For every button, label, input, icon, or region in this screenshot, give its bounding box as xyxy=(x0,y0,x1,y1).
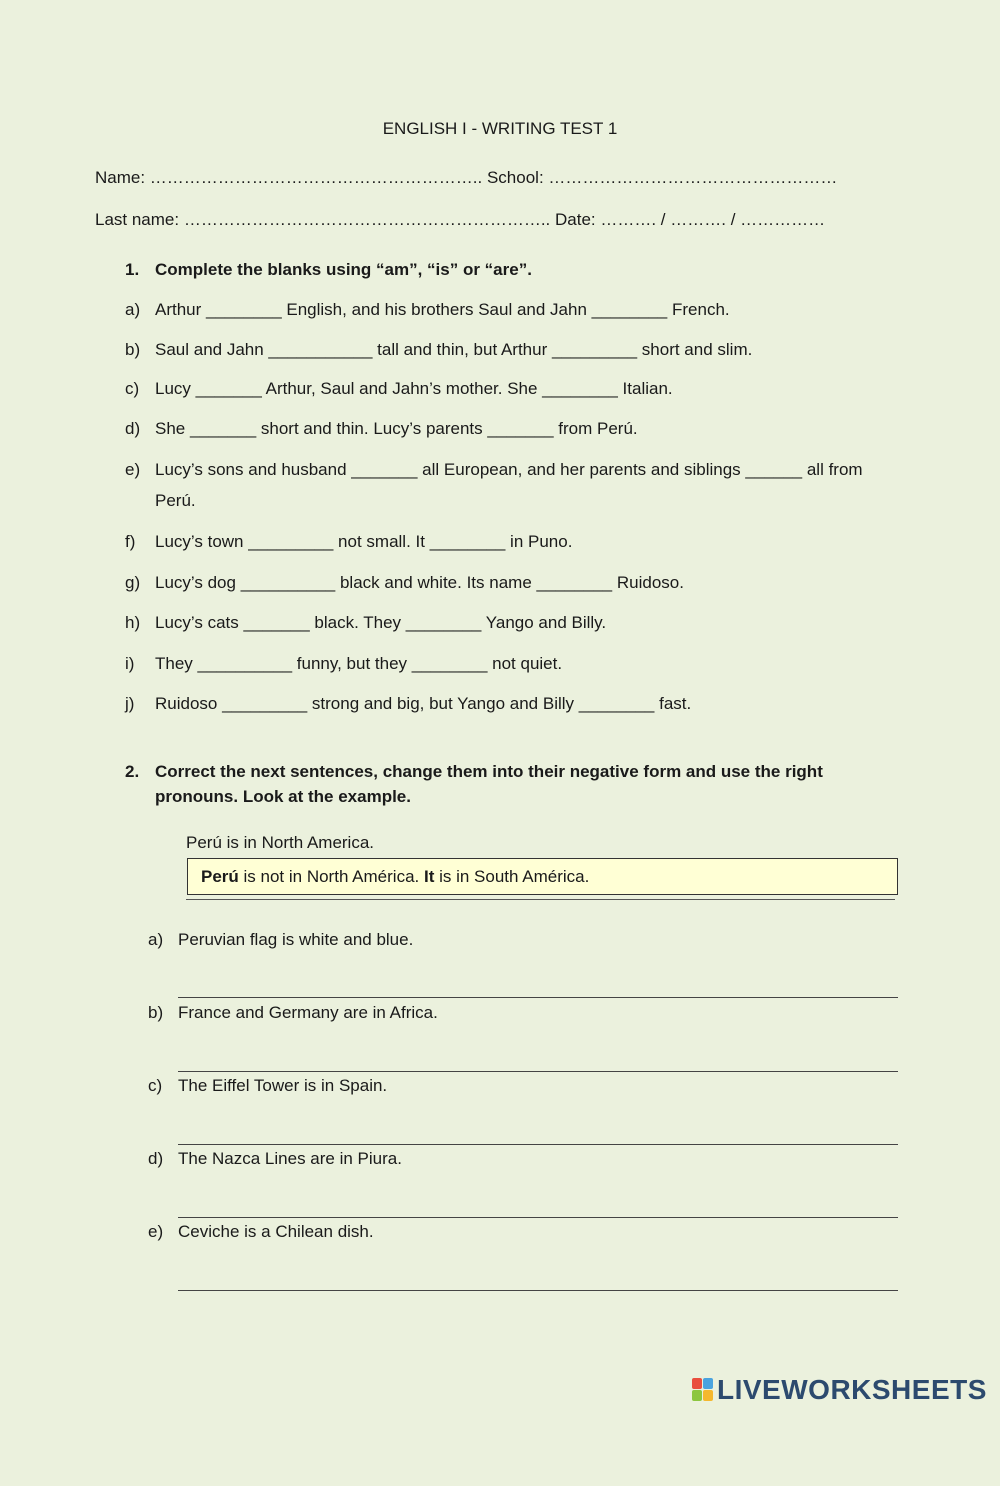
example-answer-box xyxy=(187,858,898,895)
q1-item-e xyxy=(125,454,863,514)
item-text: The Eiffel Tower is in Spain. xyxy=(178,1076,388,1095)
name-school-line: Name: ………………………………………………….. School: …………………………………………… xyxy=(95,168,838,187)
item-label: b) xyxy=(125,340,141,359)
item-label: e) xyxy=(125,460,141,479)
q1-item-j xyxy=(125,694,692,754)
item-text[interactable]: They __________ funny, but they ________ not quiet. xyxy=(155,654,563,673)
answer-line-d[interactable] xyxy=(178,1217,898,1218)
item-label: e) xyxy=(148,1222,164,1241)
item-text[interactable]: Lucy’s town _________ not small. It ________ in Puno. xyxy=(155,532,573,551)
q2-item-d xyxy=(148,1149,402,1209)
item-text: Peruvian flag is white and blue. xyxy=(178,930,414,949)
answer-line-a[interactable] xyxy=(178,997,898,998)
q2-item-e xyxy=(148,1222,374,1282)
item-label: d) xyxy=(148,1149,164,1168)
item-label: h) xyxy=(125,613,141,632)
item-label: c) xyxy=(125,379,140,398)
answer-line-b[interactable] xyxy=(178,1071,898,1072)
item-label: c) xyxy=(148,1076,163,1095)
item-text: The Nazca Lines are in Piura. xyxy=(178,1149,402,1168)
item-label: g) xyxy=(125,573,141,592)
question-2-heading xyxy=(125,759,895,809)
item-label: j) xyxy=(125,694,135,713)
item-label: a) xyxy=(148,930,164,949)
item-text[interactable]: Saul and Jahn ___________ tall and thin, but Arthur _________ short and slim. xyxy=(155,340,753,359)
liveworksheets-logo-text: LIVEWORKSHEETS xyxy=(717,1374,987,1405)
q2-item-b xyxy=(148,1003,438,1063)
item-text[interactable]: Lucy’s sons and husband _______ all European, and her parents and siblings ______ all from Perú. xyxy=(155,460,863,510)
page-title: ENGLISH I - WRITING TEST 1 xyxy=(382,119,618,138)
item-text[interactable]: Lucy _______ Arthur, Saul and Jahn’s mother. She ________ Italian. xyxy=(155,379,673,398)
example-answer-bold-subject: Perú xyxy=(201,867,239,886)
example-underline xyxy=(186,899,895,900)
example-answer-bold-pronoun: It xyxy=(423,867,435,886)
q2-item-a xyxy=(148,930,414,990)
item-label: f) xyxy=(125,532,136,551)
item-text: France and Germany are in Africa. xyxy=(178,1003,438,1022)
q2-item-c xyxy=(148,1076,388,1136)
item-text[interactable]: Arthur ________ English, and his brothers Saul and Jahn ________ French. xyxy=(155,300,730,319)
question-1-instruction: Complete the blanks using “am”, “is” or “are”. xyxy=(155,260,532,279)
example-answer-part2: is in South América. xyxy=(434,867,590,886)
item-label: b) xyxy=(148,1003,164,1022)
item-text: Ceviche is a Chilean dish. xyxy=(178,1222,374,1241)
item-label: d) xyxy=(125,419,141,438)
answer-line-e[interactable] xyxy=(178,1290,898,1291)
question-1-number: 1. xyxy=(125,260,140,279)
example-answer xyxy=(201,867,589,887)
item-text[interactable]: Lucy’s cats _______ black. They ________ Yango and Billy. xyxy=(155,613,607,632)
question-2-instruction: Correct the next sentences, change them into their negative form and use the right pronouns. Look at the example. xyxy=(155,762,823,806)
item-text[interactable]: Lucy’s dog __________ black and white. Its name ________ Ruidoso. xyxy=(155,573,684,592)
liveworksheets-logo xyxy=(692,1374,987,1406)
example-answer-part1: is not in North América. xyxy=(238,867,424,886)
item-label: a) xyxy=(125,300,141,319)
question-1-heading xyxy=(125,257,895,282)
answer-line-c[interactable] xyxy=(178,1144,898,1145)
example-sentence: Perú is in North America. xyxy=(186,833,375,852)
liveworksheets-logo-icon xyxy=(692,1378,714,1402)
item-text[interactable]: Ruidoso _________ strong and big, but Yango and Billy ________ fast. xyxy=(155,694,692,713)
item-text[interactable]: She _______ short and thin. Lucy’s parents _______ from Perú. xyxy=(155,419,638,438)
lastname-date-line: Last name: ……………………………………………………….. Date: ………. / ………. / …………… xyxy=(95,210,826,229)
item-label: i) xyxy=(125,654,135,673)
question-2-number: 2. xyxy=(125,762,140,781)
